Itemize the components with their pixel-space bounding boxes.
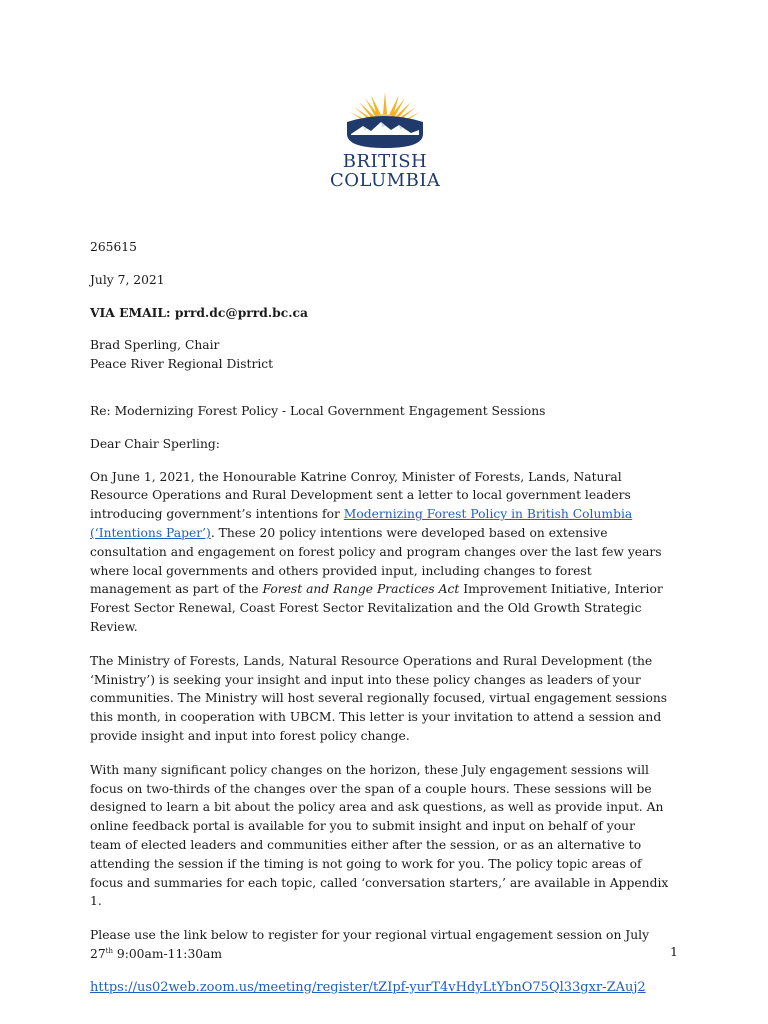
letter-date: July 7, 2021 — [90, 272, 165, 287]
via-email-line — [90, 304, 670, 323]
bc-sun-mountain-icon — [341, 88, 429, 150]
via-email-label: VIA EMAIL: — [90, 304, 171, 320]
via-email-address: prrd.dc@prrd.bc.ca — [174, 304, 308, 320]
frpa-title: Forest and Range Practices Act — [262, 582, 460, 597]
subject-line: Re: Modernizing Forest Policy - Local Government Engagement Sessions — [90, 403, 546, 418]
logo-line-columbia: COLUMBIA — [330, 170, 441, 191]
salutation: Dear Chair Sperling: — [90, 436, 220, 451]
bc-logo — [330, 88, 440, 192]
letter-body — [90, 238, 670, 998]
paragraph-1-text-a: On June 1, 2021, the Honourable Katrine Conroy, Minister of Forests, Lands, Natural Resource Operations and Rural Development sent a letter to local government leaders introducing government’s intentions for — [90, 469, 631, 522]
recipient-name: Brad Sperling, Chair — [90, 338, 220, 353]
paragraph-1-text-b: . These 20 policy intentions were developed based on extensive consultation and engagement on forest policy and program changes over the last few years where local governments and others provided input, including changes to forest management as part of the — [90, 525, 662, 597]
paragraph-4-text-b: 9:00am-11:30am — [112, 946, 223, 961]
paragraph-4 — [90, 926, 670, 964]
paragraph-3: With many significant policy changes on the horizon, these July engagement sessions will focus on two-thirds of the changes over the span of a couple hours. These sessions will be designed to learn a bit about the policy area and ask questions, as well as provide input. An online feedback portal is available for you to submit insight and input on behalf of your team of elected leaders and communities either after the session, or as an alternative to attending the session if the timing is not going to work for you. The policy topic areas of focus and summaries for each topic, called ‘conversation starters,’ are available in Appendix 1. — [90, 762, 669, 909]
file-number: 265615 — [90, 240, 137, 254]
paragraph-2: The Ministry of Forests, Lands, Natural Resource Operations and Rural Development (the ‘Ministry’) is seeking your insight and input into these policy changes as leaders of your communities. The Ministry will host several regionally focused, virtual engagement sessions this month, in cooperation with UBCM. This letter is your invitation to attend a session and provide insight and input into forest policy change. — [90, 653, 668, 743]
zoom-register-link[interactable]: https://us02web.zoom.us/meeting/register/tZIpf-yurT4vHdyLtYbnO75Ql33gxr-ZAuj2 — [90, 979, 646, 995]
logo-line-british: BRITISH — [342, 151, 428, 172]
intentions-paper-link[interactable]: Modernizing Forest Policy in British Columbia (‘Intentions Paper’) — [90, 507, 633, 540]
paragraph-1-text-c: Improvement Initiative, Interior Forest Sector Renewal, Coast Forest Sector Revitalization and the Old Growth Strategic Review. — [90, 582, 663, 634]
paragraph-1 — [90, 468, 670, 637]
ordinal-suffix: th — [105, 946, 113, 955]
paragraph-4-text-a: Please use the link below to register for your regional virtual engagement session on July 27 — [90, 928, 650, 961]
recipient-org: Peace River Regional District — [90, 357, 274, 372]
page-number: 1 — [670, 944, 678, 959]
